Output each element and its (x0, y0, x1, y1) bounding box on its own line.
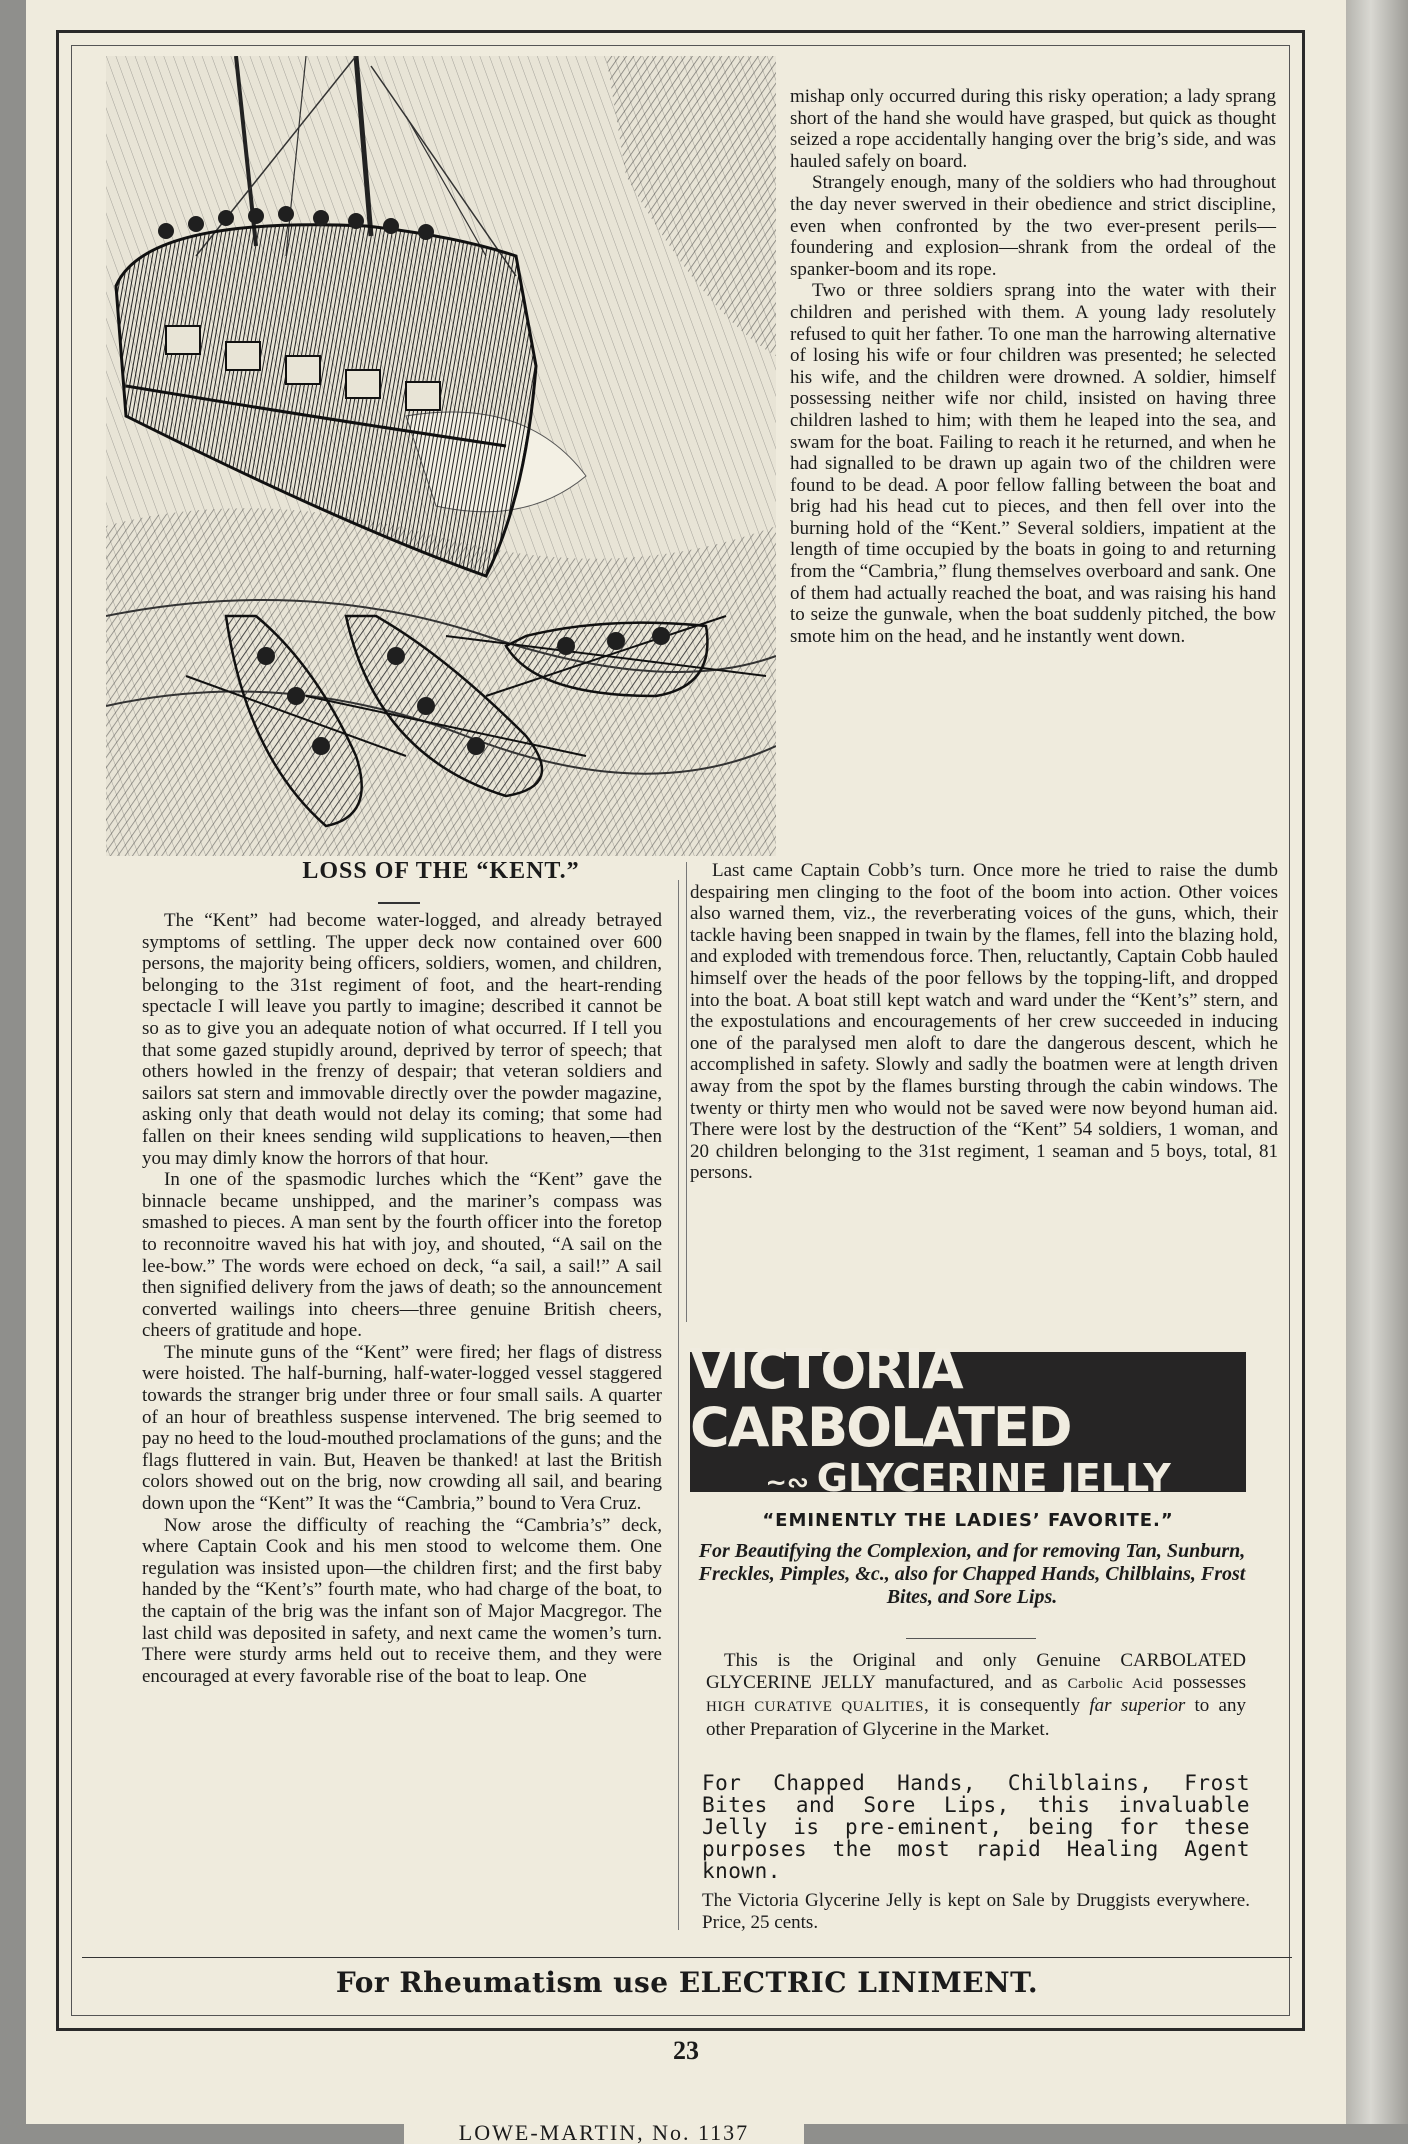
paragraph: The “Kent” had become water-logged, and already betrayed symptoms of settling. The upper deck now contained over 600 persons, the majority being officers, soldiers, women, and children, belonging to the 31st regiment of foot, and the heart-rending spectacle I will leave you partly to imagine; described it cannot be so as to give you an adequate notion of what occurred. If I tell you that some gazed stupidly around, deprived by terror of speech; that others howled in the frenzy of despair; that veteran soldiers and sailors sat stern and immovable directly over the powder magazine, asking only that death would not delay its coming; that some had fallen on their knees sending wild supplications to heaven,—then you may dimly know the horrors of that hour. (142, 910, 662, 1169)
paragraph: The minute guns of the “Kent” were fired; her flags of distress were hoisted. The half-burning, half-water-logged vessel staggered towards the stranger brig under three or four small sails. A quarter of an hour of breathless suspense intervened. The brig seemed to pay no heed to the loud-mouthed proclamations of the guns; and the flags fluttered in vain. But, Heaven be thanked! at last the British colors showed out on the brig, now crowding all sail, and bearing down upon the “Kent” It was the “Cambria,” bound to Vera Cruz. (142, 1341, 662, 1515)
footer-divider (82, 1957, 1292, 1958)
advert-chapped-hands: For Chapped Hands, Chilblains, Frost Bites and Sore Lips, this invaluable Jelly is pre-eminent, being for these purposes the most rapid Healing Agent known. (702, 1771, 1250, 1883)
paragraph: In one of the spasmodic lurches which the “Kent” gave the binnacle became unshipped, and the mariner’s compass was smashed to pieces. A man sent by the fourth officer into the foretop to reconnoitre waved his hat with joy, and shouted, “A sail on the lee-bow.” The words were echoed on deck, “a sail, a sail!” A sail then signified delivery from the jaws of death; so the announcement converted wailings into cheers—three genuine British cheers, cheers of gratitude and hope. (142, 1169, 662, 1342)
caption-divider (378, 902, 420, 904)
printer-imprint: LOWE-MARTIN, No. 1137 (404, 2118, 804, 2144)
page-number: 23 (673, 2036, 699, 2065)
paragraph: Two or three soldiers sprang into the water with their children and perished with them. A young lady resolutely refused to quit her father. To one man the harrowing alternative of losing his wife or four children was presented; he selected his wife, and the children were drowned. A soldier, himself possessing neither wife nor child, insisted on having three children lashed to him; with them he leaped into the sea, and swam for the boat. Failing to reach it he returned, and when he had signalled to be drawn up again two of the children were found to be dead. A poor fellow falling between the boat and brig had his head cut to pieces, and then fell over into the burning hold of the “Kent.” Several soldiers, impatient at the length of time occupied by the boats in going to and returning from the “Cambria,” flung themselves overboard and sank. One of them had actually reached the boat, and was raising his hand to seize the gunwale, when the boat suddenly pitched, the bow smote him on the head, and he instantly went down. (790, 280, 1276, 647)
advert-text: HIGH CURATIVE QUALITIES (706, 1699, 925, 1716)
page (26, 0, 1346, 2144)
advert-text: possesses (1163, 1671, 1246, 1693)
advert-availability: The Victoria Glycerine Jelly is kept on Sale by Druggists everywhere. Price, 25 cents. (702, 1890, 1250, 1933)
paragraph: Strangely enough, many of the soldiers who had throughout the day never swerved in their obedience and strict discipline, even when confronted by the two ever-present perils—foundering and explosion—shrank from the ordeal of the spanker-boom and its rope. (790, 172, 1276, 280)
advert-body-paragraph (706, 1650, 1246, 1740)
advert-brand-line2-wrap (765, 1457, 1171, 1504)
article-column-left (142, 910, 662, 1687)
flourish-icon: ~∾ (765, 1467, 809, 1498)
advert-text: This is the Original and only Genuine CARBOLATED GLYCERINE JELLY manufactured, and as (706, 1650, 1246, 1693)
advert-tagline: “EMINENTLY THE LADIES’ FAVORITE.” (762, 1510, 1174, 1531)
column-divider (678, 880, 679, 1930)
advert-brand-line2: GLYCERINE JELLY (816, 1455, 1171, 1500)
ship-engraving (106, 56, 776, 856)
advert-banner (690, 1337, 1246, 1500)
advert-text: Carbolic Acid (1067, 1675, 1164, 1692)
advert-text: to any other Preparation of Glycerine in the Market. (706, 1695, 1246, 1740)
scan-margin-left (0, 0, 26, 2144)
illustration-caption: LOSS OF THE “KENT.” (302, 858, 580, 884)
column-divider (686, 862, 687, 1322)
paragraph: Last came Captain Cobb’s turn. Once more he tried to raise the dumb despairing men clinging to the foot of the boom into action. Other voices also warned them, viz., the reverberating voices of the guns, which, their tackle having been snapped in twain by the flames, fell into the blazing hold, and exploded with tremendous force. Then, reluctantly, Captain Cobb hauled himself over the heads of the poor fellows by the topping-lift, and dropped into the boat. A boat still kept watch and ward under the “Kent’s” stern, and the expostulations and encouragements of her crew succeeded in inducing one of the paralysed men aloft to dare the dangerous descent, which he accomplished in safety. Slowly and sadly the boatmen were at length driven away from the spot by the flames bursting through the cabin windows. The twenty or thirty men who would not be saved were now beyond human aid. There were lost by the destruction of the “Kent” 54 soldiers, 1 woman, and 20 children belonging to the 31st regiment, 1 seaman and 5 boys, total, 81 persons. (690, 860, 1278, 1184)
advert-text: , it is consequently (924, 1695, 1090, 1717)
advert-uses: For Beautifying the Complexion, and for removing Tan, Sunburn, Freckles, Pimples, &c., also for Chapped Hands, Chilblains, Frost Bites, and Sore Lips. (698, 1540, 1246, 1608)
paragraph: mishap only occurred during this risky operation; a lady sprang short of the hand she would have grasped, but quick as thought seized a rope accidentally hanging over the brig’s side, and was hauled safely on board. (790, 86, 1276, 172)
rheumatism-advert: For Rheumatism use ELECTRIC LINIMENT. (335, 1966, 1039, 1999)
paragraph: Now arose the difficulty of reaching the “Cambria’s” deck, where Captain Cook and his men stood to welcome them. One regulation was insisted upon—the children first; and the first baby handed by the “Kent’s” fourth mate, who had charge of the boat, to the captain of the brig was the infant son of Major Macgregor. The last child was deposited in safety, and next came the women’s turn. There were sturdy arms held out to receive them, and they were encouraged at every favorable rise of the boat to leap. One (142, 1514, 662, 1687)
article-column-right-top (790, 86, 1276, 647)
advert-text: far superior (1089, 1695, 1186, 1717)
advert-body (706, 1650, 1246, 1740)
ship-lifeboats-engraving-icon (106, 56, 776, 856)
article-column-right-wide (690, 860, 1278, 1184)
advert-brand-line1: VICTORIA CARBOLATED (690, 1337, 1071, 1459)
advert-divider (906, 1638, 1036, 1639)
scan-margin-right (1346, 0, 1408, 2144)
